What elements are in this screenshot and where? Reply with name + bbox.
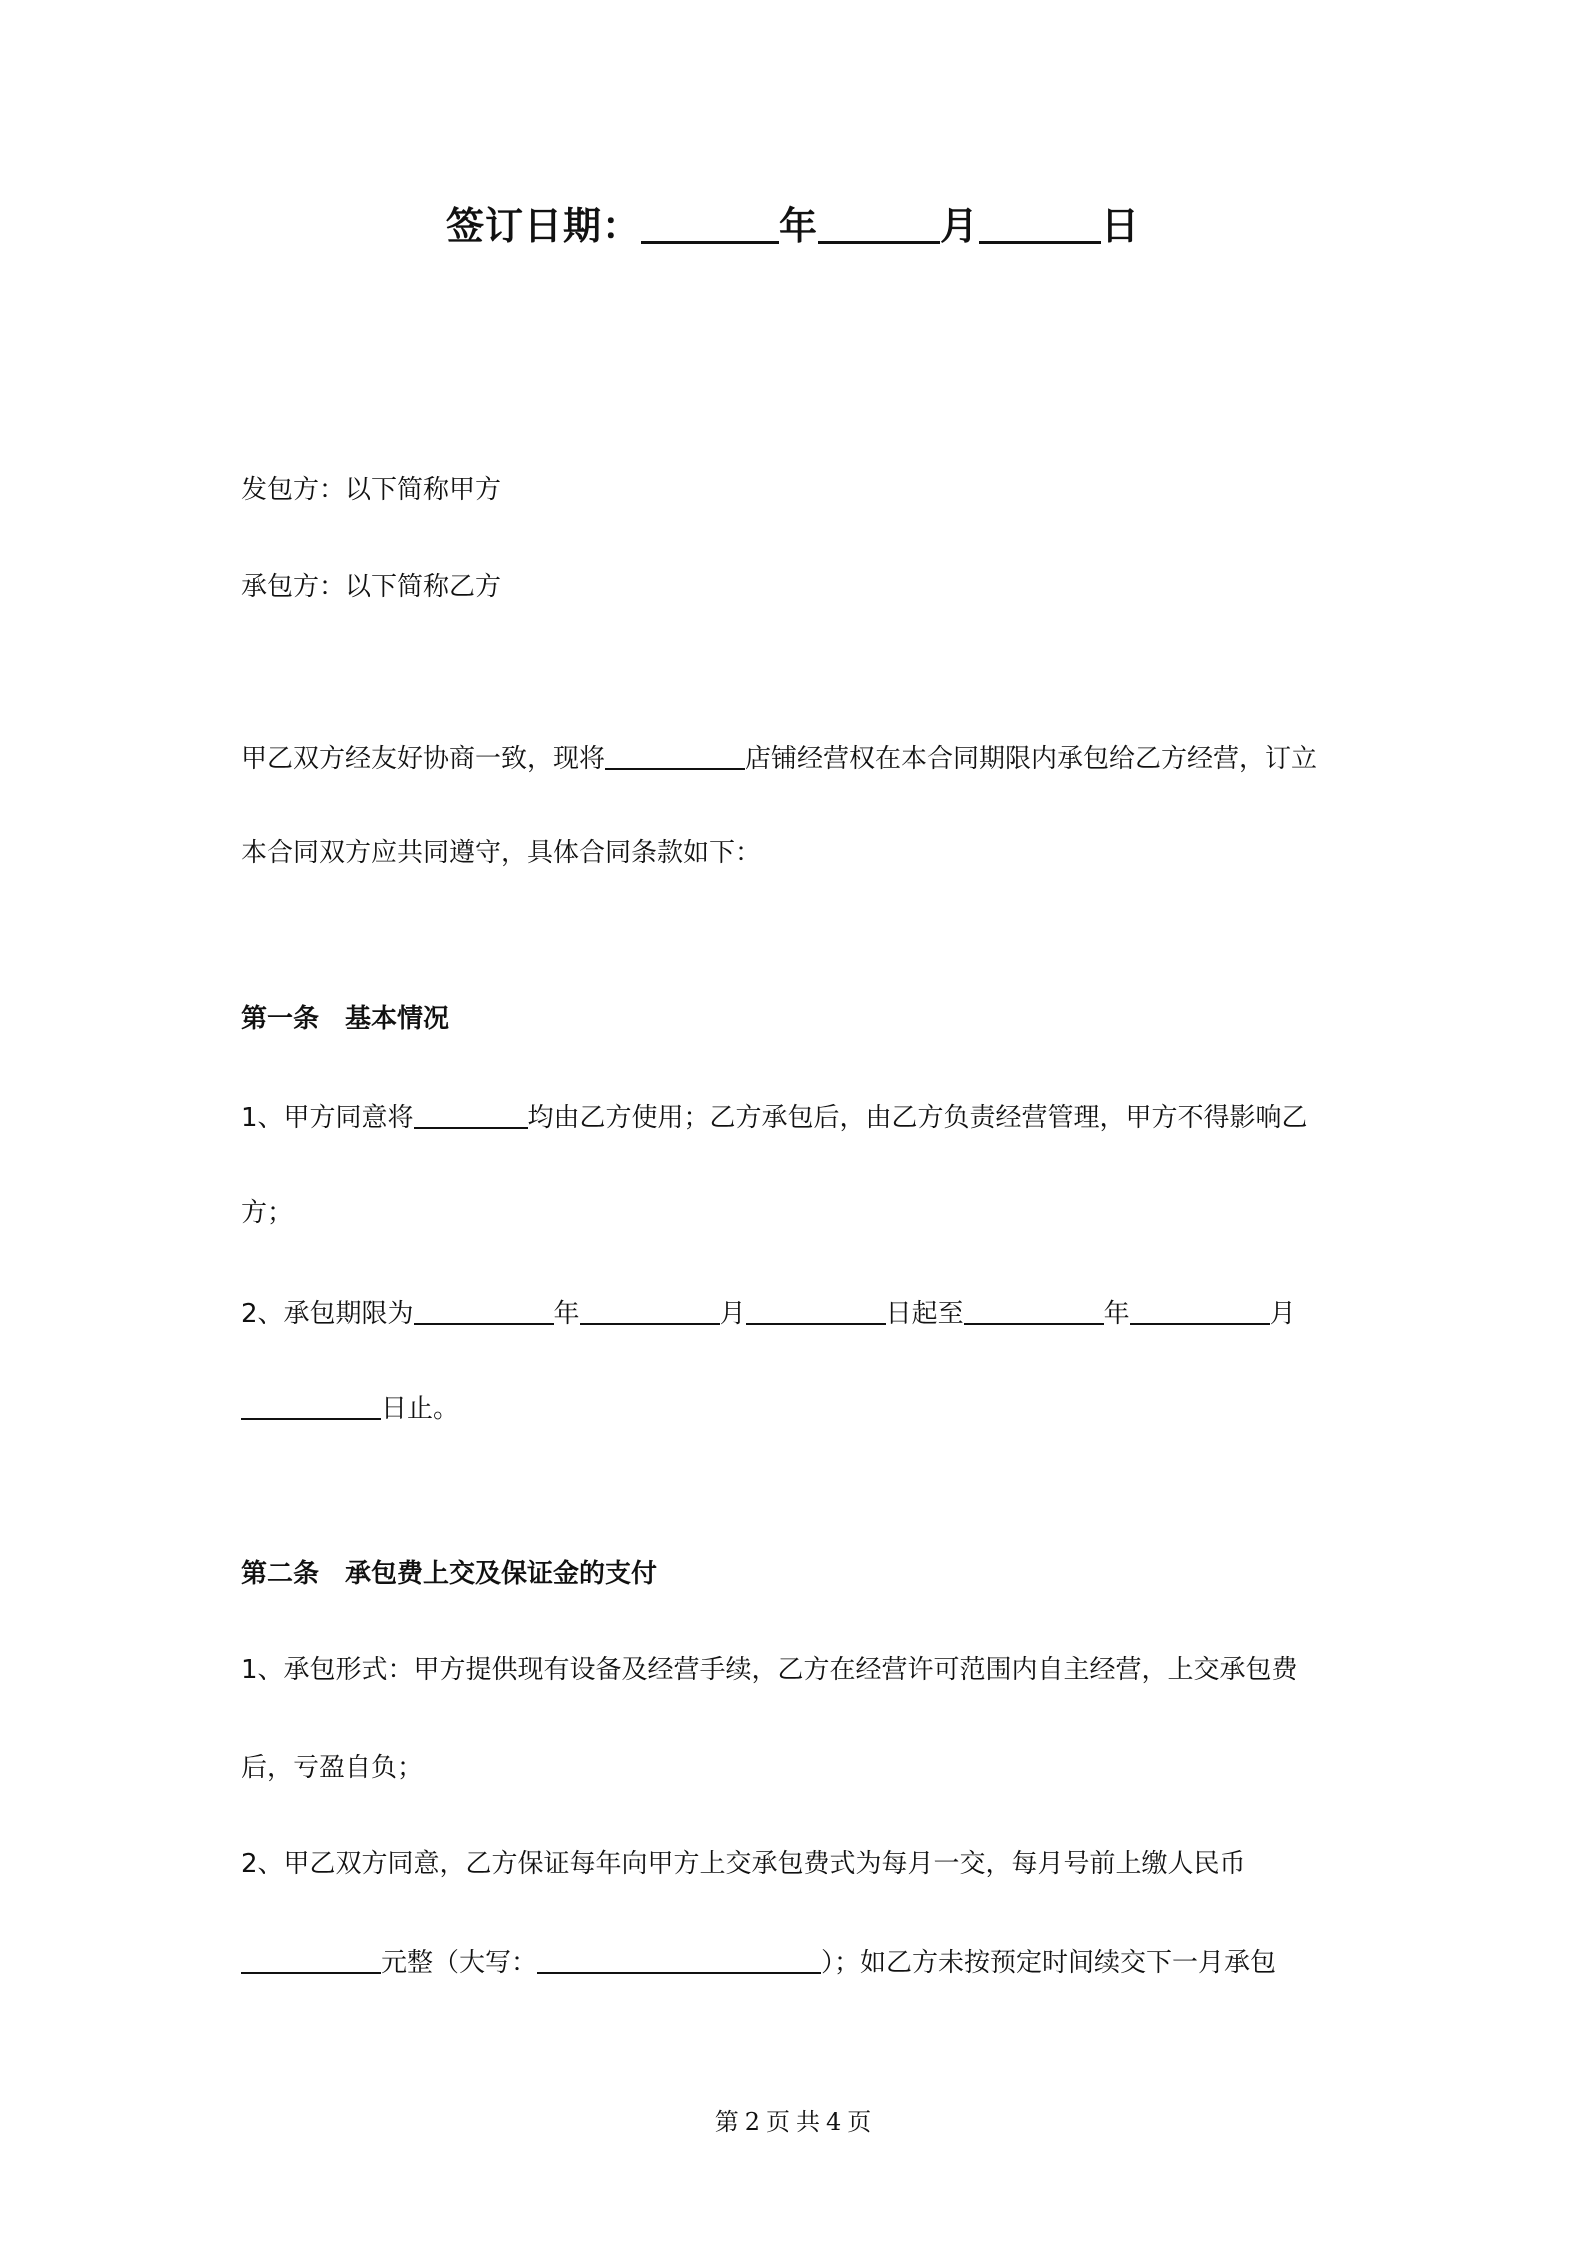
start-year-blank xyxy=(414,1297,554,1325)
article2-number: 第二条 xyxy=(241,1559,320,1589)
end-day-blank xyxy=(241,1392,381,1420)
article1-item2-line2 xyxy=(241,1392,459,1426)
start-day-blank xyxy=(746,1297,886,1325)
footer-ye: 页 xyxy=(766,2108,790,2136)
signing-date-title xyxy=(0,195,1586,250)
end-year-label: 年 xyxy=(1103,1299,1130,1329)
issuer-party: 发包方：以下简称甲方 xyxy=(241,475,502,505)
footer-di: 第 xyxy=(714,2108,739,2136)
intro-line-2: 本合同双方应共同遵守，具体合同条款如下： xyxy=(241,838,762,868)
article1-title: 基本情况 xyxy=(345,1004,450,1034)
premises-blank xyxy=(414,1101,528,1129)
amount-blank xyxy=(241,1946,381,1974)
end-day-label: 日止。 xyxy=(381,1394,460,1424)
footer-ye2: 页 xyxy=(847,2108,872,2136)
article1-heading xyxy=(241,1002,449,1036)
shop-blank xyxy=(605,742,745,770)
article2-item2-line2 xyxy=(241,1946,1276,1980)
start-month-blank xyxy=(580,1297,720,1325)
end-year-blank xyxy=(964,1297,1104,1325)
month-label: 月 xyxy=(940,204,980,248)
end-month-blank xyxy=(1130,1297,1270,1325)
end-month-label: 月 xyxy=(1269,1299,1296,1329)
total-page-number: 4 xyxy=(826,2108,842,2136)
year-label: 年 xyxy=(778,204,818,248)
term-label: 2、承包期限为 xyxy=(241,1299,414,1329)
article1-item1-line2: 方； xyxy=(241,1198,294,1228)
start-year-label: 年 xyxy=(553,1299,580,1329)
day-label: 日 xyxy=(1101,204,1141,248)
month-blank xyxy=(818,203,940,244)
current-page-number: 2 xyxy=(744,2108,760,2136)
year-blank xyxy=(641,203,779,244)
day-blank xyxy=(979,203,1101,244)
intro-text-2: 店铺经营权在本合同期限内承包给乙方经营，订立 xyxy=(745,744,1318,774)
article1-item1-text-a: 1、甲方同意将 xyxy=(241,1103,414,1133)
amount-label: 元整（大写： xyxy=(381,1948,538,1978)
article2-item1-line2: 后，亏盈自负； xyxy=(241,1753,424,1783)
amount-words-blank xyxy=(537,1946,821,1974)
article2-item2-line1: 2、甲乙双方同意，乙方保证每年向甲方上交承包费式为每月一交，每月号前上缴人民币 xyxy=(241,1849,1246,1879)
article1-item1-line1 xyxy=(241,1101,1308,1135)
start-day-label: 日起至 xyxy=(885,1299,964,1329)
article1-item1-text-b: 均由乙方使用；乙方承包后，由乙方负责经营管理，甲方不得影响乙 xyxy=(527,1103,1308,1133)
intro-text-1: 甲乙双方经友好协商一致，现将 xyxy=(241,744,606,774)
signing-date-label: 签订日期： xyxy=(445,204,641,248)
article1-number: 第一条 xyxy=(241,1004,320,1034)
page-footer xyxy=(0,2102,1586,2137)
article2-title: 承包费上交及保证金的支付 xyxy=(345,1559,658,1589)
footer-gong: 共 xyxy=(796,2108,820,2136)
article1-item2-line1 xyxy=(241,1297,1296,1331)
amount-tail: ）；如乙方未按预定时间续交下一月承包 xyxy=(821,1948,1277,1978)
start-month-label: 月 xyxy=(719,1299,746,1329)
article2-heading xyxy=(241,1557,657,1591)
intro-line-1 xyxy=(241,742,1317,776)
contractor-party: 承包方：以下简称乙方 xyxy=(241,572,502,602)
article2-item1-line1: 1、承包形式：甲方提供现有设备及经营手续，乙方在经营许可范围内自主经营，上交承包费 xyxy=(241,1655,1298,1685)
